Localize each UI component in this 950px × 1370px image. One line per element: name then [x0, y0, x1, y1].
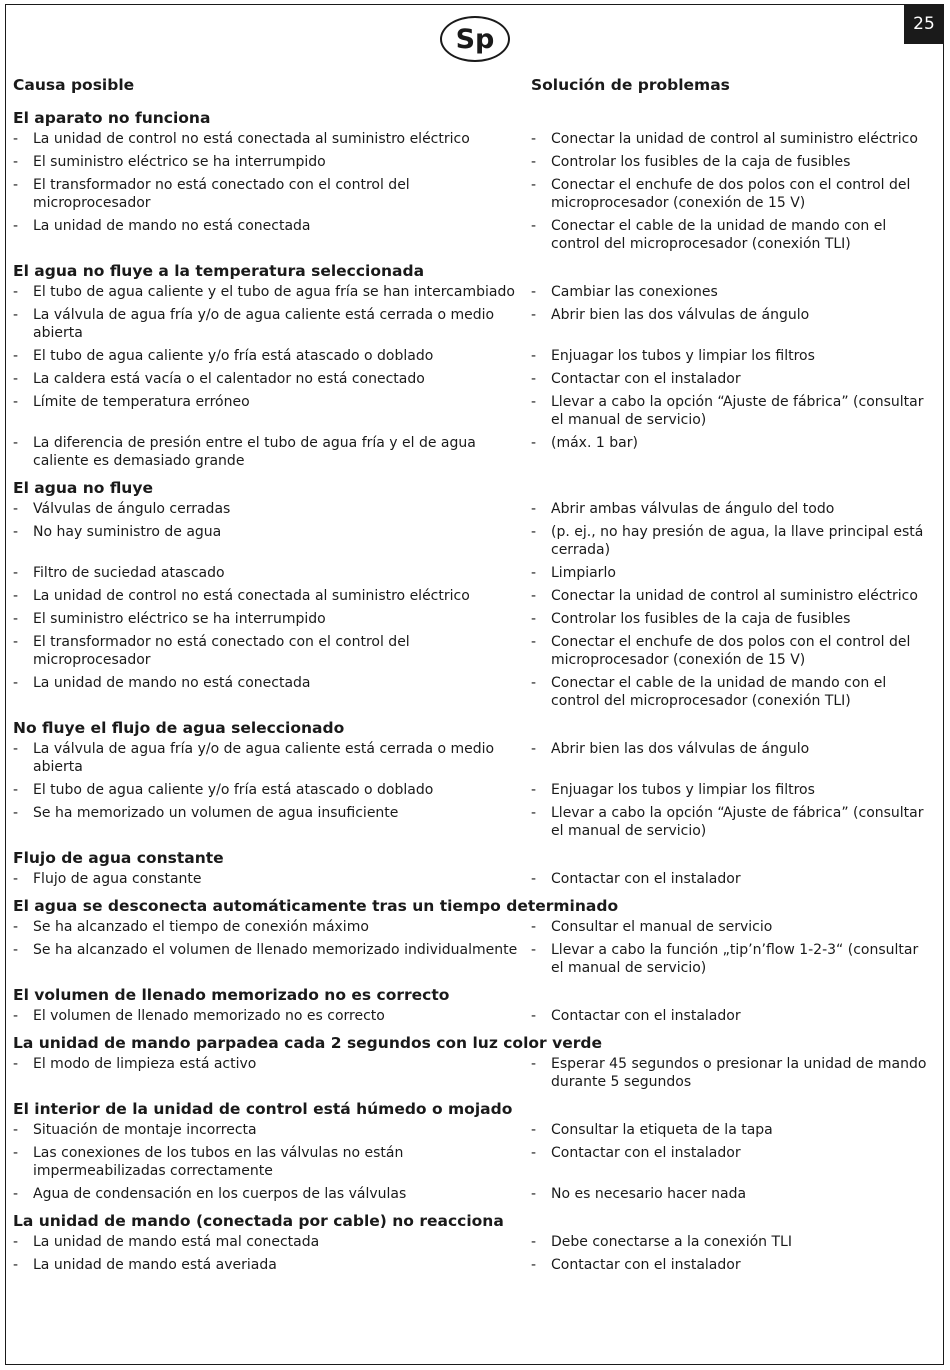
cause-cell [13, 434, 531, 470]
cause-text: El suministro eléctrico se ha interrumpido [33, 154, 326, 170]
cause-cell [13, 587, 531, 605]
cause-cell [13, 306, 531, 342]
solution-cell [531, 781, 933, 799]
page-number: 25 [904, 4, 944, 44]
dash-bullet: - [531, 435, 537, 451]
solution-text: (p. ej., no hay presión de agua, la llave principal está cerrada) [551, 524, 924, 558]
cause-text: La válvula de agua fría y/o de agua caliente está cerrada o medio abierta [33, 741, 495, 775]
cause-text: El tubo de agua caliente y/o fría está atascado o doblado [33, 782, 434, 798]
cause-cell [13, 153, 531, 171]
dash-bullet: - [13, 348, 19, 364]
cause-cell [13, 1007, 531, 1025]
solution-text: Abrir bien las dos válvulas de ángulo [551, 741, 810, 757]
cause-text: No hay suministro de agua [33, 524, 222, 540]
cause-text: El tubo de agua caliente y/o fría está atascado o doblado [33, 348, 434, 364]
cause-cell [13, 347, 531, 365]
dash-bullet: - [531, 782, 537, 798]
dash-bullet: - [13, 435, 19, 451]
dash-bullet: - [531, 1145, 537, 1161]
section-title: El interior de la unidad de control está húmedo o mojado [13, 1100, 513, 1118]
dash-bullet: - [13, 634, 19, 650]
section-title: El agua no fluye [13, 479, 153, 497]
dash-bullet: - [531, 154, 537, 170]
troubleshooting-section [13, 478, 933, 710]
table-row [13, 393, 933, 429]
cause-text: El volumen de llenado memorizado no es correcto [33, 1008, 385, 1024]
table-row [13, 918, 933, 936]
solution-cell [531, 1007, 933, 1025]
dash-bullet: - [13, 675, 19, 691]
solution-cell [531, 674, 933, 710]
solution-text: Esperar 45 segundos o presionar la unidad de mando durante 5 segundos [551, 1056, 927, 1090]
table-row [13, 347, 933, 365]
table-row [13, 804, 933, 840]
table-row [13, 500, 933, 518]
cause-text: La unidad de mando está mal conectada [33, 1234, 320, 1250]
table-row [13, 781, 933, 799]
dash-bullet: - [13, 1186, 19, 1202]
solution-cell [531, 1233, 933, 1251]
solution-text: Contactar con el instalador [551, 371, 741, 387]
cause-text: Flujo de agua constante [33, 871, 202, 887]
solution-text: Abrir bien las dos válvulas de ángulo [551, 307, 810, 323]
dash-bullet: - [13, 1008, 19, 1024]
solution-text: Contactar con el instalador [551, 871, 741, 887]
cause-cell [13, 523, 531, 559]
solution-text: Conectar el cable de la unidad de mando con el control del microprocesador (conexión TLI) [551, 675, 887, 709]
solution-text: Conectar el enchufe de dos polos con el control del microprocesador (conexión de 15 V) [551, 177, 911, 211]
cause-cell [13, 870, 531, 888]
dash-bullet: - [13, 307, 19, 323]
cause-text: Válvulas de ángulo cerradas [33, 501, 231, 517]
dash-bullet: - [13, 1056, 19, 1072]
dash-bullet: - [531, 1186, 537, 1202]
solution-text: Limpiarlo [551, 565, 616, 581]
dash-bullet: - [531, 588, 537, 604]
cause-text: El modo de limpieza está activo [33, 1056, 257, 1072]
dash-bullet: - [13, 565, 19, 581]
solution-cell [531, 1055, 933, 1091]
solution-text: Abrir ambas válvulas de ángulo del todo [551, 501, 835, 517]
cause-text: El tubo de agua caliente y el tubo de agua fría se han intercambiado [33, 284, 515, 300]
solution-text: Contactar con el instalador [551, 1145, 741, 1161]
cause-cell [13, 918, 531, 936]
dash-bullet: - [13, 1122, 19, 1138]
cause-text: Límite de temperatura erróneo [33, 394, 250, 410]
cause-cell [13, 130, 531, 148]
cause-text: La unidad de control no está conectada al suministro eléctrico [33, 131, 470, 147]
dash-bullet: - [531, 1122, 537, 1138]
cause-text: Agua de condensación en los cuerpos de las válvulas [33, 1186, 407, 1202]
table-row [13, 1055, 933, 1091]
dash-bullet: - [13, 919, 19, 935]
dash-bullet: - [531, 805, 537, 821]
solution-cell [531, 176, 933, 212]
table-row [13, 1007, 933, 1025]
solution-cell [531, 347, 933, 365]
dash-bullet: - [531, 1257, 537, 1273]
dash-bullet: - [13, 782, 19, 798]
dash-bullet: - [531, 871, 537, 887]
section-title: El agua no fluye a la temperatura seleccionada [13, 262, 425, 280]
table-row [13, 610, 933, 628]
cause-text: La válvula de agua fría y/o de agua caliente está cerrada o medio abierta [33, 307, 495, 341]
table-row [13, 941, 933, 977]
solution-text: Controlar los fusibles de la caja de fusibles [551, 611, 851, 627]
table-row [13, 674, 933, 710]
solution-text: Contactar con el instalador [551, 1257, 741, 1273]
dash-bullet: - [531, 177, 537, 193]
solution-cell [531, 1256, 933, 1274]
cause-cell [13, 740, 531, 776]
solution-text: Enjuagar los tubos y limpiar los filtros [551, 782, 815, 798]
dash-bullet: - [531, 1234, 537, 1250]
solution-cell [531, 130, 933, 148]
troubleshooting-table [13, 108, 933, 1282]
section-title: La unidad de mando parpadea cada 2 segundos con luz color verde [13, 1034, 602, 1052]
cause-text: La unidad de control no está conectada al suministro eléctrico [33, 588, 470, 604]
cause-cell [13, 176, 531, 212]
cause-cell [13, 393, 531, 429]
table-row [13, 633, 933, 669]
table-row [13, 523, 933, 559]
dash-bullet: - [531, 501, 537, 517]
column-header-solution: Solución de problemas [531, 76, 730, 94]
dash-bullet: - [531, 218, 537, 234]
cause-cell [13, 804, 531, 840]
table-row [13, 1256, 933, 1274]
dash-bullet: - [13, 177, 19, 193]
table-row [13, 1121, 933, 1139]
cause-text: Filtro de suciedad atascado [33, 565, 225, 581]
solution-text: Llevar a cabo la función „tip’n’flow 1-2-3“ (consultar el manual de servicio) [551, 942, 919, 976]
section-title: El aparato no funciona [13, 109, 211, 127]
table-row [13, 1233, 933, 1251]
cause-cell [13, 1185, 531, 1203]
cause-cell [13, 781, 531, 799]
cause-cell [13, 674, 531, 710]
troubleshooting-section [13, 896, 933, 977]
table-row [13, 870, 933, 888]
cause-text: Se ha alcanzado el volumen de llenado memorizado individualmente [33, 942, 518, 958]
solution-cell [531, 1144, 933, 1180]
solution-cell [531, 500, 933, 518]
solution-text: Conectar el cable de la unidad de mando con el control del microprocesador (conexión TLI) [551, 218, 887, 252]
column-header-cause: Causa posible [13, 76, 135, 94]
solution-text: Conectar la unidad de control al suministro eléctrico [551, 131, 918, 147]
table-row [13, 153, 933, 171]
solution-cell [531, 941, 933, 977]
cause-cell [13, 633, 531, 669]
solution-cell [531, 1121, 933, 1139]
table-row [13, 740, 933, 776]
dash-bullet: - [13, 805, 19, 821]
dash-bullet: - [13, 154, 19, 170]
solution-cell [531, 153, 933, 171]
table-row [13, 217, 933, 253]
section-title: El volumen de llenado memorizado no es correcto [13, 986, 450, 1004]
dash-bullet: - [13, 501, 19, 517]
dash-bullet: - [531, 348, 537, 364]
cause-cell [13, 1055, 531, 1091]
solution-cell [531, 370, 933, 388]
dash-bullet: - [531, 1056, 537, 1072]
troubleshooting-section [13, 718, 933, 840]
cause-text: Se ha memorizado un volumen de agua insuficiente [33, 805, 399, 821]
cause-cell [13, 1121, 531, 1139]
solution-cell [531, 870, 933, 888]
language-badge: Sp [440, 16, 510, 62]
solution-text: Enjuagar los tubos y limpiar los filtros [551, 348, 815, 364]
solution-cell [531, 306, 933, 342]
cause-text: El transformador no está conectado con el control del microprocesador [33, 634, 410, 668]
cause-text: Las conexiones de los tubos en las válvulas no están impermeabilizadas correctamente [33, 1145, 404, 1179]
dash-bullet: - [13, 284, 19, 300]
solution-cell [531, 217, 933, 253]
troubleshooting-section [13, 261, 933, 470]
section-title: La unidad de mando (conectada por cable) no reacciona [13, 1212, 504, 1230]
solution-cell [531, 1185, 933, 1203]
cause-text: Se ha alcanzado el tiempo de conexión máximo [33, 919, 369, 935]
dash-bullet: - [531, 524, 537, 540]
dash-bullet: - [13, 218, 19, 234]
table-row [13, 176, 933, 212]
solution-text: Llevar a cabo la opción “Ajuste de fábrica” (consultar el manual de servicio) [551, 805, 924, 839]
cause-cell [13, 283, 531, 301]
table-row [13, 434, 933, 470]
dash-bullet: - [13, 524, 19, 540]
dash-bullet: - [13, 588, 19, 604]
solution-cell [531, 564, 933, 582]
troubleshooting-section [13, 848, 933, 888]
cause-text: El suministro eléctrico se ha interrumpido [33, 611, 326, 627]
dash-bullet: - [13, 1257, 19, 1273]
cause-cell [13, 1233, 531, 1251]
solution-text: (máx. 1 bar) [551, 435, 638, 451]
dash-bullet: - [531, 131, 537, 147]
table-row [13, 587, 933, 605]
dash-bullet: - [531, 565, 537, 581]
dash-bullet: - [13, 1145, 19, 1161]
solution-cell [531, 393, 933, 429]
solution-cell [531, 633, 933, 669]
dash-bullet: - [531, 741, 537, 757]
table-row [13, 130, 933, 148]
solution-cell [531, 587, 933, 605]
solution-text: Contactar con el instalador [551, 1008, 741, 1024]
troubleshooting-section [13, 985, 933, 1025]
dash-bullet: - [13, 131, 19, 147]
cause-text: La caldera está vacía o el calentador no está conectado [33, 371, 425, 387]
solution-text: Debe conectarse a la conexión TLI [551, 1234, 792, 1250]
dash-bullet: - [13, 1234, 19, 1250]
cause-cell [13, 217, 531, 253]
dash-bullet: - [13, 371, 19, 387]
dash-bullet: - [531, 371, 537, 387]
troubleshooting-section [13, 108, 933, 253]
table-row [13, 370, 933, 388]
dash-bullet: - [531, 942, 537, 958]
dash-bullet: - [531, 1008, 537, 1024]
dash-bullet: - [13, 942, 19, 958]
dash-bullet: - [531, 919, 537, 935]
dash-bullet: - [531, 634, 537, 650]
cause-cell [13, 370, 531, 388]
solution-cell [531, 740, 933, 776]
cause-text: La unidad de mando no está conectada [33, 218, 311, 234]
cause-cell [13, 1144, 531, 1180]
solution-cell [531, 804, 933, 840]
dash-bullet: - [531, 284, 537, 300]
solution-text: Controlar los fusibles de la caja de fusibles [551, 154, 851, 170]
table-row [13, 1185, 933, 1203]
dash-bullet: - [531, 611, 537, 627]
table-row [13, 1144, 933, 1180]
solution-text: Cambiar las conexiones [551, 284, 718, 300]
solution-cell [531, 523, 933, 559]
dash-bullet: - [13, 871, 19, 887]
dash-bullet: - [13, 394, 19, 410]
troubleshooting-section [13, 1211, 933, 1274]
dash-bullet: - [13, 741, 19, 757]
cause-text: La unidad de mando no está conectada [33, 675, 311, 691]
dash-bullet: - [13, 611, 19, 627]
troubleshooting-section [13, 1099, 933, 1203]
cause-text: La unidad de mando está averiada [33, 1257, 277, 1273]
table-row [13, 306, 933, 342]
table-row [13, 283, 933, 301]
troubleshooting-section [13, 1033, 933, 1091]
table-row [13, 564, 933, 582]
solution-text: Conectar la unidad de control al suministro eléctrico [551, 588, 918, 604]
cause-text: La diferencia de presión entre el tubo de agua fría y el de agua caliente es demasiado grande [33, 435, 476, 469]
solution-text: Consultar la etiqueta de la tapa [551, 1122, 773, 1138]
solution-text: No es necesario hacer nada [551, 1186, 747, 1202]
cause-cell [13, 610, 531, 628]
solution-cell [531, 610, 933, 628]
cause-text: Situación de montaje incorrecta [33, 1122, 257, 1138]
section-title: No fluye el flujo de agua seleccionado [13, 719, 345, 737]
solution-text: Conectar el enchufe de dos polos con el control del microprocesador (conexión de 15 V) [551, 634, 911, 668]
solution-cell [531, 283, 933, 301]
solution-text: Consultar el manual de servicio [551, 919, 773, 935]
cause-cell [13, 941, 531, 977]
dash-bullet: - [531, 394, 537, 410]
solution-cell [531, 918, 933, 936]
solution-cell [531, 434, 933, 470]
cause-cell [13, 1256, 531, 1274]
cause-text: El transformador no está conectado con el control del microprocesador [33, 177, 410, 211]
section-title: Flujo de agua constante [13, 849, 224, 867]
dash-bullet: - [531, 675, 537, 691]
solution-text: Llevar a cabo la opción “Ajuste de fábrica” (consultar el manual de servicio) [551, 394, 924, 428]
dash-bullet: - [531, 307, 537, 323]
cause-cell [13, 500, 531, 518]
section-title: El agua se desconecta automáticamente tras un tiempo determinado [13, 897, 619, 915]
cause-cell [13, 564, 531, 582]
